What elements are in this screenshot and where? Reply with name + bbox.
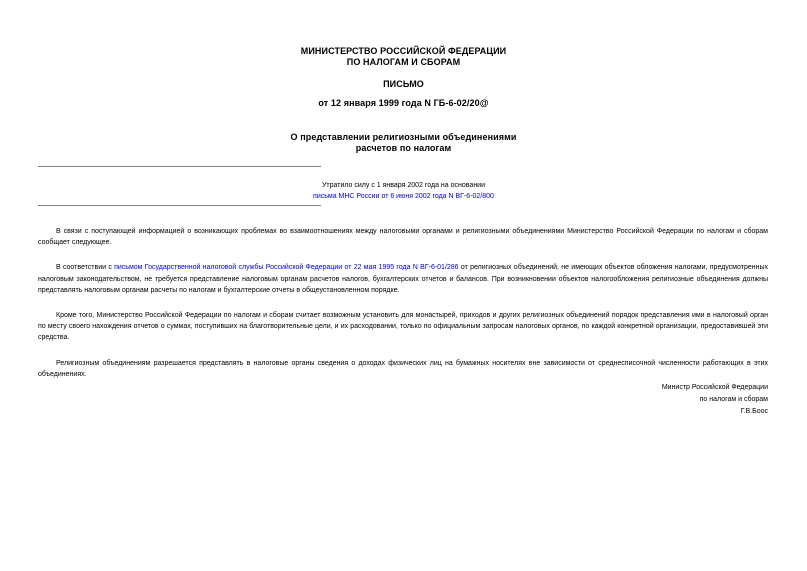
paragraph-2-rest: от религиозных объединений, не имеющих объектов обложения налогами, предусмотренных налоговым законодательством, не требуется представление налоговым органам расчетов налогов, бухгалтерских отчетов и балансов. При возникновении объектов налогообложения религиозные объединения должны представлять налоговым органам расчеты по налогам и бухгалтерские отчеты в общеустановленном порядке. [38, 264, 768, 294]
ministry-line-2: ПО НАЛОГАМ И СБОРАМ [346, 57, 461, 67]
signature-line-2: по налогам и сборам [699, 396, 768, 403]
paragraph-2-intro: В соответствии с [56, 264, 115, 272]
status-link[interactable]: письма МНС России от 6 июня 2002 года N ВГ-6-02/800 [313, 193, 494, 200]
gns-letter-link[interactable]: письмом Государственной налоговой службы Российской Федерации от 22 мая 1995 года N ВГ-6-01/286 [114, 264, 459, 272]
subject-line-1: О представлении религиозными объединениями [290, 132, 517, 142]
subject-line-2: расчетов по налогам [355, 143, 452, 153]
paragraph-1: В связи с поступающей информацией о возникающих проблемах во взаимоотношениях между налоговыми органами и религиозными объединениями Министерство Российской Федерации по налогам и сборам сообщает следующее. [38, 228, 768, 247]
ministry-line-1: МИНИСТЕРСТВО РОССИЙСКОЙ ФЕДЕРАЦИИ [300, 46, 507, 56]
letter-body [38, 226, 768, 394]
signature-name: Г.В.Боос [740, 408, 768, 415]
paragraph-2 [38, 262, 768, 296]
document-type: ПИСЬМО [383, 79, 424, 89]
divider-bottom [38, 205, 321, 206]
signature-block [662, 382, 768, 418]
paragraph-3: Кроме того, Министерство Российской Федерации по налогам и сборам считает возможным установить для монастырей, приходов и других религиозных объединений порядок представления ими в налоговый орган по месту своего нахождения отчетов о суммах, поступивших на благотворительные цели, и их расходовании, только по официальным запросам налоговых органов, по каждой конкретной организации, предоставившей эти средства. [38, 312, 768, 342]
ministry-heading [0, 46, 807, 68]
status-note [0, 180, 807, 202]
document-subject [0, 132, 807, 154]
status-text: Утратило силу с 1 января 2002 года на основании [321, 182, 486, 189]
signature-line-1: Министр Российской Федерации [661, 384, 768, 391]
document-date-number: от 12 января 1999 года N ГБ-6-02/20@ [318, 98, 489, 108]
paragraph-4: Религиозным объединениям разрешается представлять в налоговые органы сведения о доходах физических лиц на бумажных носителях вне зависимости от среднесписочной численности работающих в этих объединениях. [38, 359, 768, 378]
divider-top [38, 166, 321, 167]
